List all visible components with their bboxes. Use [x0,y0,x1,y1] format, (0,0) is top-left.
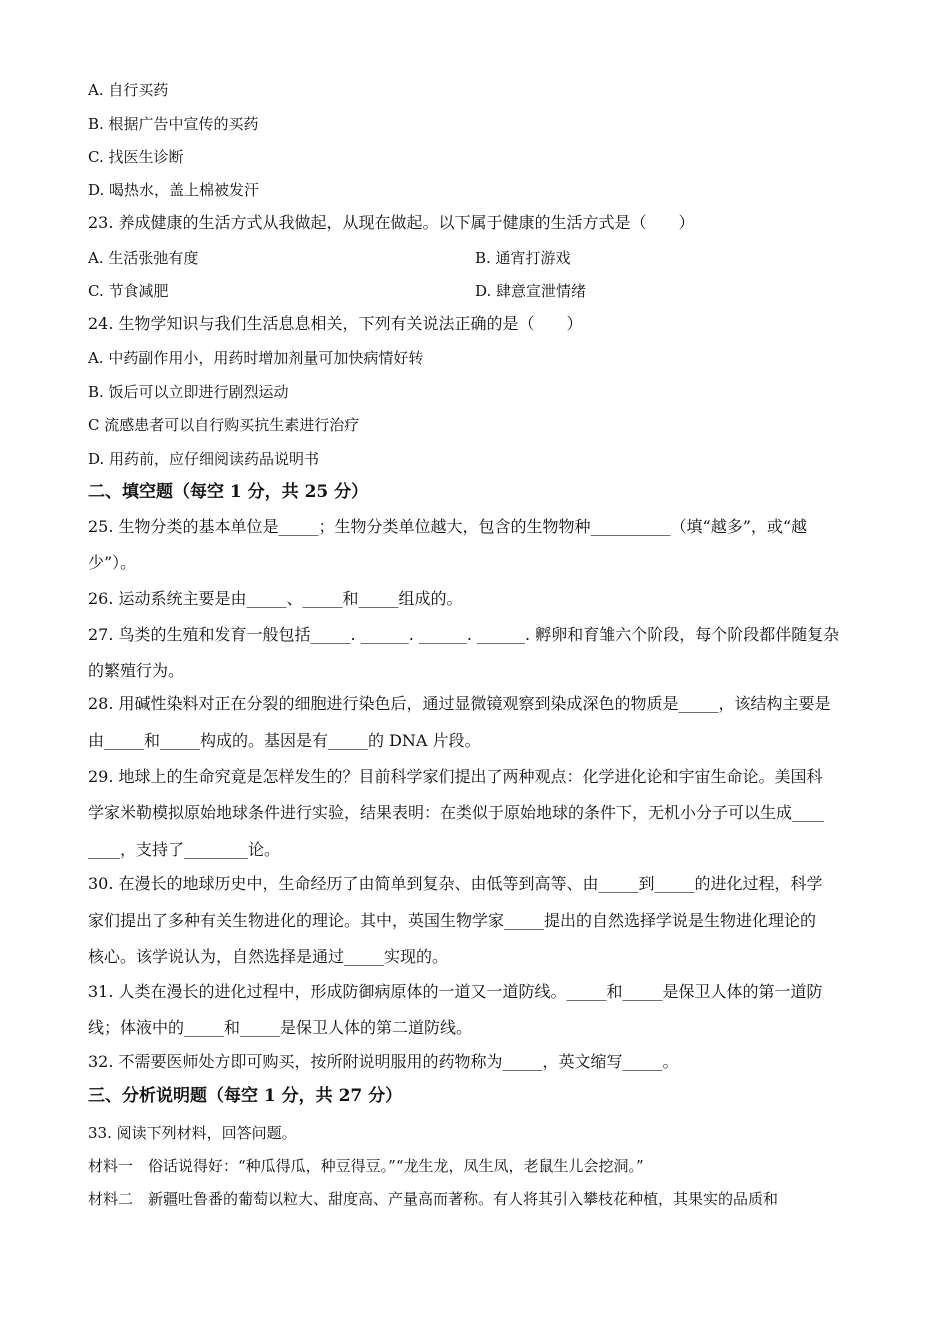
q26: 26. 运动系统主要是由_____、_____和_____组成的。 [88,589,463,608]
q28-line-2: 由_____和_____构成的。基因是有_____的 DNA 片段。 [88,731,481,750]
q29-line-1: 29. 地球上的生命究竟是怎样发生的？目前科学家们提出了两种观点：化学进化论和宇宙生命论。美国科 [88,767,823,786]
section-3-title: 三、分析说明题（每空 1 分，共 27 分） [88,1086,403,1106]
q33-material-1: 材料一 俗话说得好：“种瓜得瓜，种豆得豆。”“龙生龙，凤生凤，老鼠生儿会挖洞。” [88,1157,644,1175]
section-2-title: 二、填空题（每空 1 分，共 25 分） [88,482,369,502]
q28-line-1: 28. 用碱性染料对正在分裂的细胞进行染色后，通过显微镜观察到染成深色的物质是_____，该结构主要是 [88,694,831,713]
q24-option-a: A. 中药副作用小，用药时增加剂量可加快病情好转 [88,349,424,367]
q23-option-a: A. 生活张弛有度 [88,249,199,267]
q29-line-2: 学家米勒模拟原始地球条件进行实验，结果表明：在类似于原始地球的条件下，无机小分子可以生成____ [88,803,825,822]
q30-line-2: 家们提出了多种有关生物进化的理论。其中，英国生物学家_____提出的自然选择学说是生物进化理论的 [88,911,817,930]
q22-option-a: A. 自行买药 [88,81,169,99]
q23-option-b: B. 通宵打游戏 [475,249,571,267]
q23-option-d: D. 肆意宣泄情绪 [475,282,587,300]
q24-option-d: D. 用药前，应仔细阅读药品说明书 [88,450,320,468]
q22-option-c: C. 找医生诊断 [88,148,184,166]
q30-line-1: 30. 在漫长的地球历史中，生命经历了由简单到复杂、由低等到高等、由_____到_____的进化过程，科学 [88,874,823,893]
q25-line-2: 少”）。 [88,553,137,572]
q32: 32. 不需要医师处方即可购买，按所附说明服用的药物称为_____，英文缩写_____。 [88,1052,679,1071]
q22-option-b: B. 根据广告中宣传的买药 [88,115,259,133]
q23-option-c: C. 节食减肥 [88,282,169,300]
q23-stem: 23. 养成健康的生活方式从我做起，从现在做起。以下属于健康的生活方式是（ ） [88,213,695,232]
q25-line-1: 25. 生物分类的基本单位是_____；生物分类单位越大，包含的生物物种__________（填“越多”，或“越 [88,517,808,536]
q27-line-1: 27. 鸟类的生殖和发育一般包括_____. ______. ______. ______. 孵卵和育雏六个阶段，每个阶段都伴随复杂 [88,625,840,644]
q33-stem: 33. 阅读下列材料，回答问题。 [88,1124,297,1142]
q31-line-1: 31. 人类在漫长的进化过程中，形成防御病原体的一道又一道防线。_____和_____是保卫人体的第一道防 [88,982,823,1001]
q30-line-3: 核心。该学说认为，自然选择是通过_____实现的。 [88,947,449,966]
q31-line-2: 线；体液中的_____和_____是保卫人体的第二道防线。 [88,1018,473,1037]
q27-line-2: 的繁殖行为。 [88,661,185,680]
q29-line-3: ____，支持了________论。 [88,840,281,859]
q24-option-b: B. 饭后可以立即进行剧烈运动 [88,383,289,401]
q24-stem: 24. 生物学知识与我们生活息息相关，下列有关说法正确的是（ ） [88,314,583,333]
q33-material-2: 材料二 新疆吐鲁番的葡萄以粒大、甜度高、产量高而著称。有人将其引入攀枝花种植，其果实的品质和 [88,1190,779,1208]
q22-option-d: D. 喝热水，盖上棉被发汗 [88,181,260,199]
q24-option-c: C 流感患者可以自行购买抗生素进行治疗 [88,416,360,434]
